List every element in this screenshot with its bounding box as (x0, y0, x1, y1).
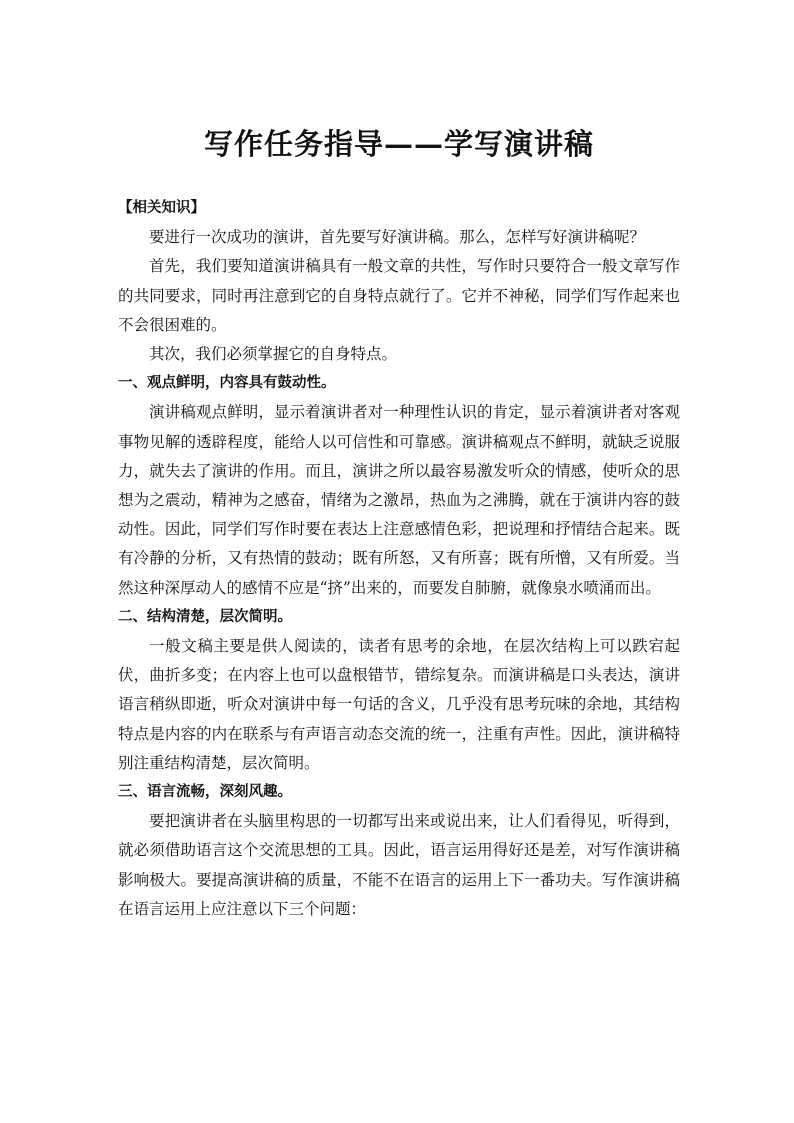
section-heading: 一、观点鲜明，内容具有鼓动性。 (118, 375, 336, 392)
body-paragraph: 首先，我们要知道演讲稿具有一般文章的共性，写作时只要符合一般文章写作的共同要求，同时再注意到它的自身特点就行了。它并不神秘，同学们写作起来也不会很困难的。 (118, 257, 680, 334)
section-heading: 三、语言流畅，深刻风趣。 (118, 784, 292, 801)
body-paragraph: 演讲稿观点鲜明，显示着演讲者对一种理性认识的肯定，显示着演讲者对客观事物见解的透辟程度，能给人以可信性和可靠感。演讲稿观点不鲜明，就缺乏说服力，就失去了演讲的作用。而且，演讲之所以最容易激发听众的情感，使听众的思想为之震动，精神为之感奋，情绪为之激昂，热血为之沸腾，就在于演讲内容的鼓动性。因此，同学们写作时要在表达上注意感情色彩，把说理和抒情结合起来。既有冷静的分析，又有热情的鼓动；既有所怒，又有所喜；既有所憎，又有所爱。当然这种深厚动人的感情不应是“挤”出来的，而要发自肺腑，就像泉水喷涌而出。 (118, 403, 680, 597)
document-body (118, 194, 680, 924)
body-paragraph: 要进行一次成功的演讲，首先要写好演讲稿。那么，怎样写好演讲稿呢？ (149, 228, 646, 247)
document-title: 写作任务指导——学写演讲稿 (203, 127, 594, 161)
section-heading: 【相关知识】 (118, 200, 205, 216)
body-paragraph: 其次，我们必须掌握它的自身特点。 (149, 345, 398, 364)
body-paragraph: 要把演讲者在头脑里构思的一切都写出来或说出来，让人们看得见，听得到，就必须借助语言这个交流思想的工具。因此，语言运用得好还是差，对写作演讲稿影响极大。要提高演讲稿的质量，不能不在语言的运用上下一番功夫。写作演讲稿在语言运用上应注意以下三个问题： (118, 812, 680, 918)
body-paragraph: 一般文稿主要是供人阅读的，读者有思考的余地，在层次结构上可以跌宕起伏，曲折多变；在内容上也可以盘根错节，错综复杂。而演讲稿是口头表达，演讲语言稍纵即逝，听众对演讲中每一句话的含义，几乎没有思考玩味的余地，其结构特点是内容的内在联系与有声语言动态交流的统一，注重有声性。因此，演讲稿特别注重结构清楚，层次简明。 (118, 637, 680, 772)
section-heading: 二、结构清楚，层次简明。 (118, 608, 292, 625)
